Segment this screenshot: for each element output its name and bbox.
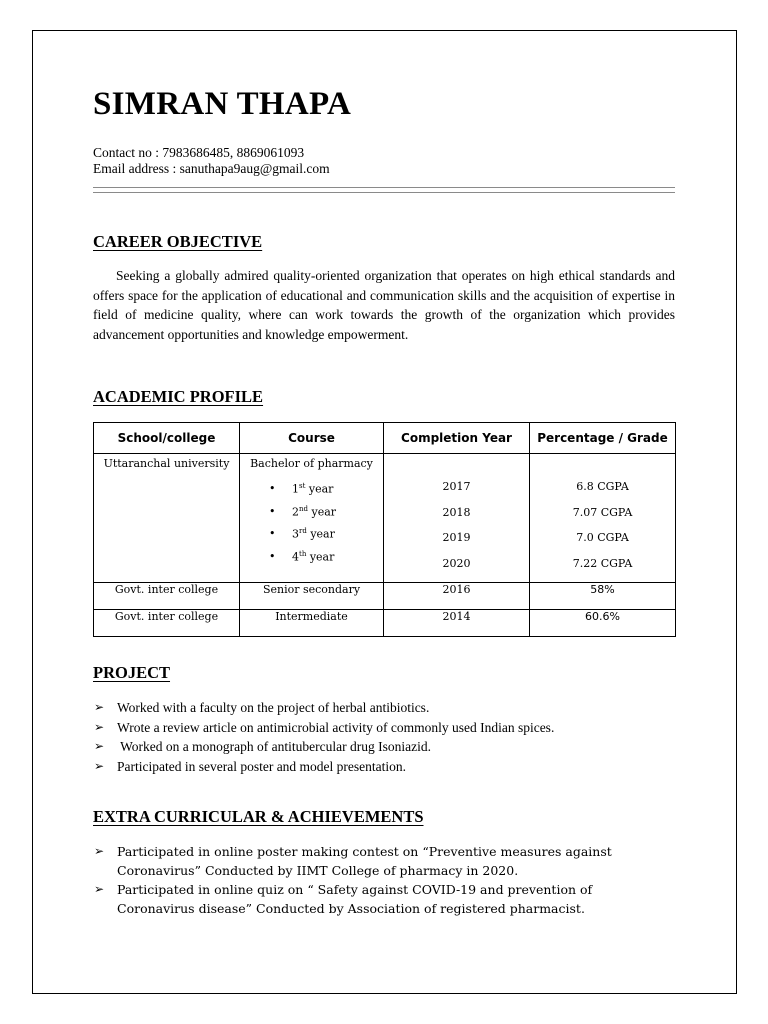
bullet-icon: • xyxy=(269,527,276,540)
cell-school: Govt. inter college xyxy=(94,610,240,637)
year-value: 2017 xyxy=(442,480,471,493)
cell-course: Bachelor of pharmacy • 1st year • 2nd year • 3rd year • 4th year xyxy=(240,454,384,583)
cell-completion-year: 2016 xyxy=(384,583,530,610)
cell-completion-year: 2014 xyxy=(384,610,530,637)
cell-grades xyxy=(530,454,676,583)
cell-school: Govt. inter college xyxy=(94,583,240,610)
table-header-row xyxy=(94,423,676,454)
grade-value: 7.07 CGPA xyxy=(572,505,633,519)
year-value: 2019 xyxy=(442,531,471,544)
cell-grade: 58% xyxy=(530,583,676,610)
table-row xyxy=(94,583,676,610)
header-rule-top xyxy=(93,187,675,188)
academic-table xyxy=(93,422,676,637)
extra-curricular-title: EXTRA CURRICULAR & ACHIEVEMENTS xyxy=(93,807,424,826)
contact-phone: Contact no : 7983686485, 8869061093 xyxy=(93,145,305,160)
cell-school: Uttaranchal university xyxy=(94,454,240,583)
grade-value: 6.8 CGPA xyxy=(576,480,629,493)
header-completion-year: Completion Year xyxy=(384,423,530,454)
cell-course: Intermediate xyxy=(240,610,384,637)
list-item: • 1st year xyxy=(269,482,334,496)
arrow-bullet-icon: ➢ xyxy=(94,844,105,858)
cell-course: Senior secondary xyxy=(240,583,384,610)
table-row xyxy=(94,610,676,637)
arrow-bullet-icon: ➢ xyxy=(94,882,105,896)
list-item: ➢ Participated in several poster and model presentation. xyxy=(117,757,554,777)
year-list xyxy=(240,482,383,572)
contact-block xyxy=(93,145,330,177)
header-percentage: Percentage / Grade xyxy=(530,423,676,454)
extra-curricular-list xyxy=(94,842,637,918)
arrow-bullet-icon: ➢ xyxy=(94,739,105,753)
project-list xyxy=(94,698,555,776)
grade-value: 7.22 CGPA xyxy=(572,556,633,570)
list-item: ➢ Worked on a monograph of antitubercular drug Isoniazid. xyxy=(117,737,554,757)
project-title: PROJECT xyxy=(93,663,171,682)
career-objective-text: Seeking a globally admired quality-oriented organization that operates on high ethical standards and offers space for the application of educational and communication skills and the acquisition of expertise in field of medicine quality, where can work towards the growth of the organization which provides advancement opportunities and knowledge empowerment. xyxy=(93,268,675,342)
candidate-name: SIMRAN THAPA xyxy=(93,86,352,122)
header-course: Course xyxy=(240,423,384,454)
cell-grade: 60.6% xyxy=(530,610,676,637)
list-item: • 2nd year xyxy=(269,504,337,519)
list-item: ➢ Participated in online quiz on “ Safety against COVID-19 and prevention of Coronavirus disease” Conducted by Association of registered pharmacist. xyxy=(94,882,593,916)
list-item: ➢ Worked with a faculty on the project of herbal antibiotics. xyxy=(117,698,554,718)
cell-completion-years xyxy=(384,454,530,583)
contact-email: Email address : sanuthapa9aug@gmail.com xyxy=(93,161,330,176)
bullet-icon: • xyxy=(269,549,276,563)
list-item: • 3rd year xyxy=(269,527,335,541)
year-value: 2020 xyxy=(442,556,471,570)
academic-profile-title: ACADEMIC PROFILE xyxy=(93,387,264,406)
career-objective-title: CAREER OBJECTIVE xyxy=(93,232,263,251)
grade-value: 7.0 CGPA xyxy=(576,531,629,544)
bullet-icon: • xyxy=(269,504,276,518)
table-row xyxy=(94,454,676,583)
header-rule-bottom xyxy=(93,192,675,193)
bullet-icon: • xyxy=(269,482,276,495)
list-item: ➢ Participated in online poster making contest on “Preventive measures against Coronavirus” Conducted by IIMT College of pharmacy in 2020. xyxy=(94,844,612,878)
list-item: • 4th year xyxy=(269,549,335,564)
arrow-bullet-icon: ➢ xyxy=(94,700,105,714)
arrow-bullet-icon: ➢ xyxy=(94,719,105,734)
header-school: School/college xyxy=(94,423,240,454)
arrow-bullet-icon: ➢ xyxy=(94,758,105,773)
year-value: 2018 xyxy=(442,505,471,519)
list-item: ➢ Wrote a review article on antimicrobial activity of commonly used Indian spices. xyxy=(117,718,554,738)
